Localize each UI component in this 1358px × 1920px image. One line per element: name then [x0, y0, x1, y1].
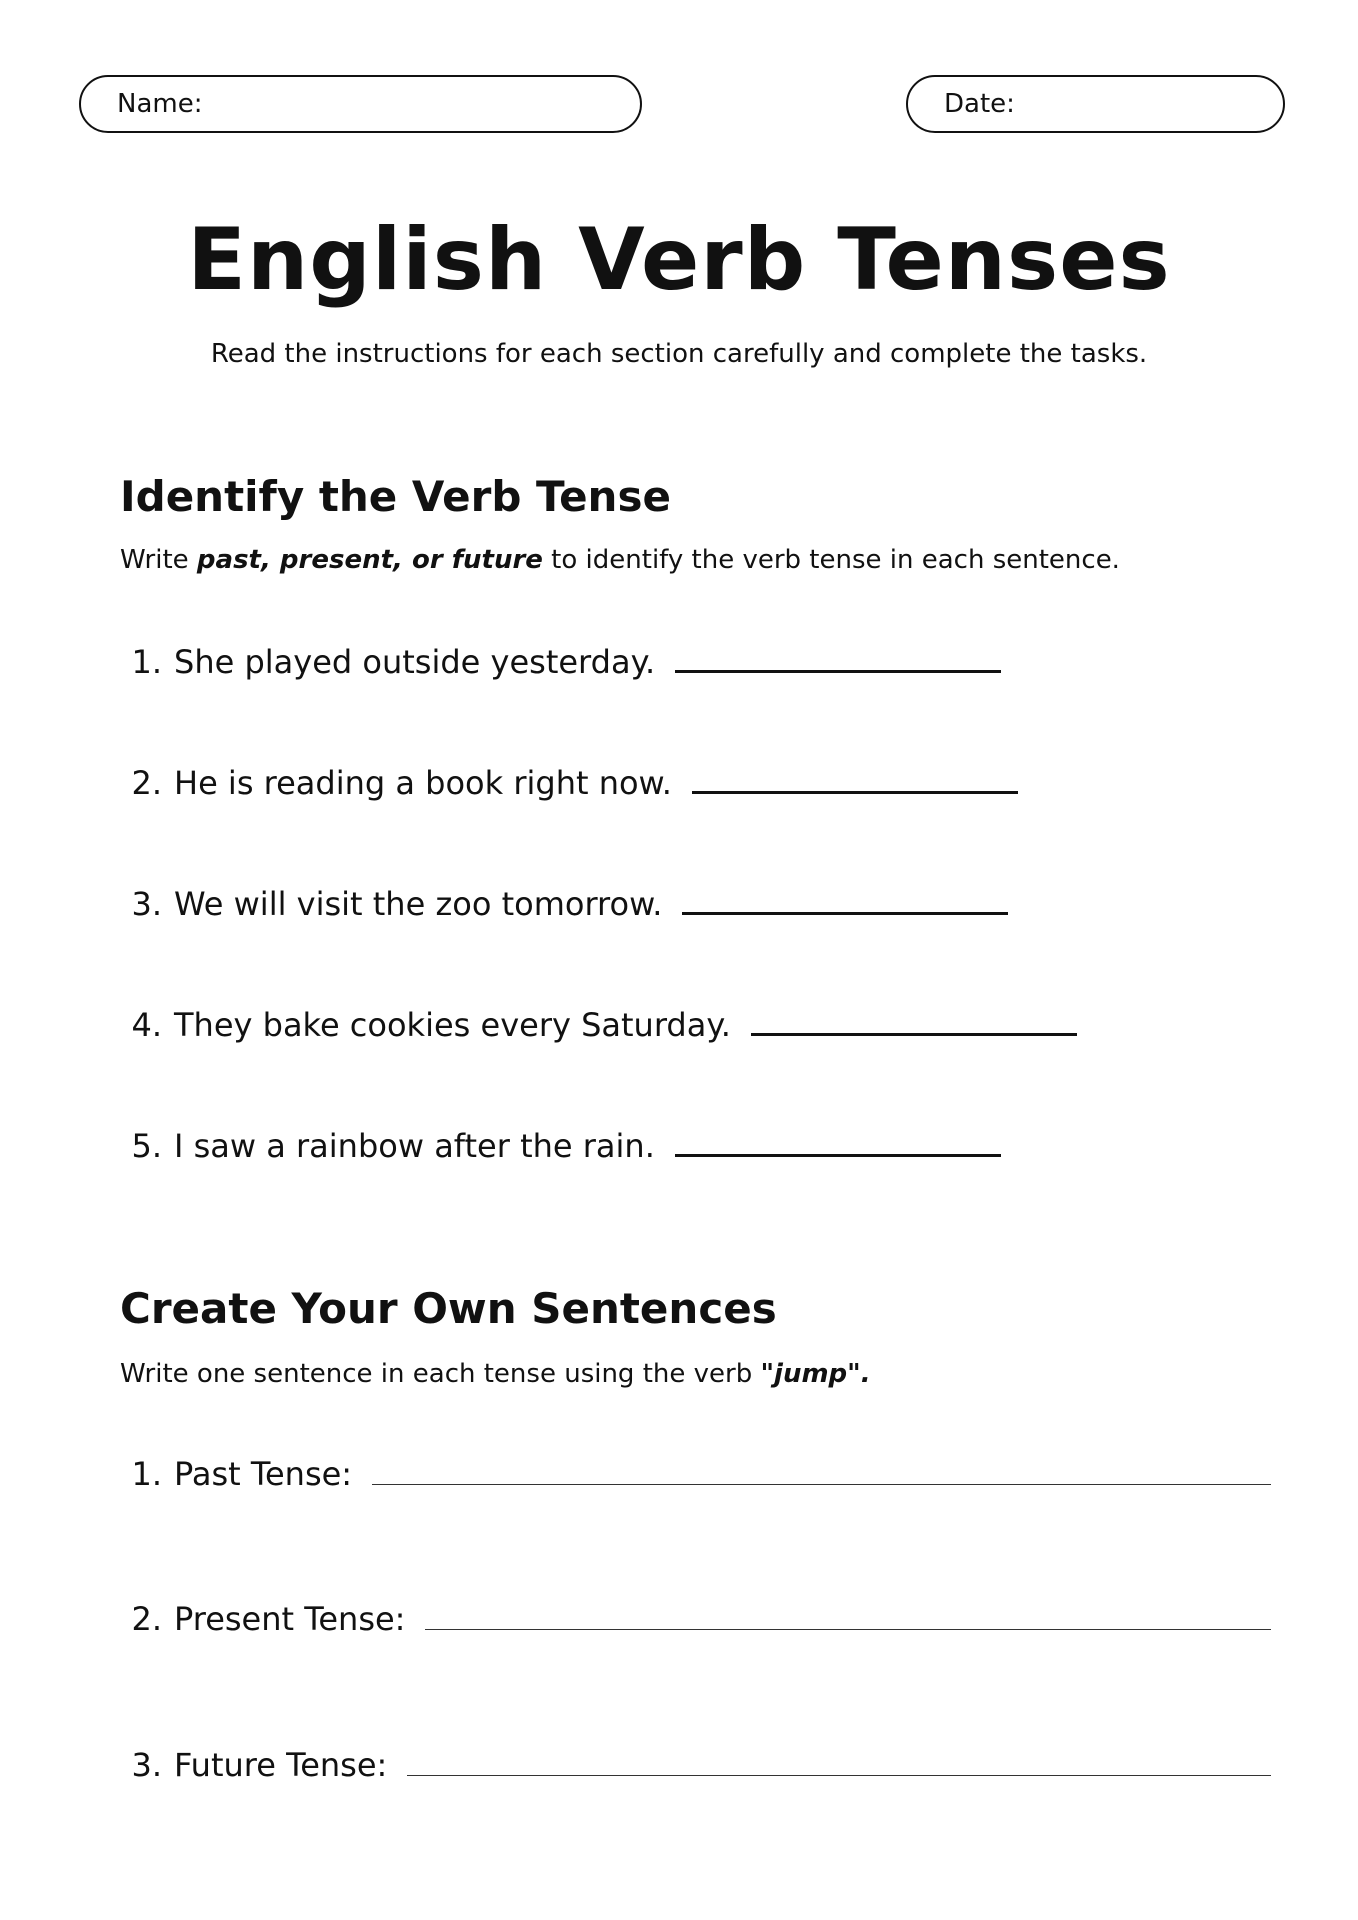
- sentence-number: 2.: [131, 1600, 162, 1638]
- name-label: Name:: [117, 89, 203, 119]
- question-row-3: [120, 882, 1008, 926]
- question-number: 1.: [131, 643, 162, 681]
- answer-blank[interactable]: [675, 644, 1001, 673]
- section1-instruction-bold: past, present, or future: [196, 545, 543, 575]
- sentence-answer-line[interactable]: [407, 1751, 1271, 1776]
- section1-instruction: [120, 542, 1120, 578]
- question-text: I saw a rainbow after the rain.: [174, 1127, 655, 1165]
- date-label: Date:: [944, 89, 1015, 119]
- answer-blank[interactable]: [675, 1128, 1001, 1157]
- section2-heading: Create Your Own Sentences: [120, 1284, 777, 1333]
- section1-heading: Identify the Verb Tense: [120, 472, 671, 521]
- answer-blank[interactable]: [692, 765, 1018, 794]
- section1-instruction-pre: Write: [120, 545, 197, 575]
- question-number: 4.: [131, 1006, 162, 1044]
- sentence-row-1: [120, 1452, 1271, 1496]
- question-row-4: [120, 1003, 1077, 1047]
- question-row-2: [120, 761, 1018, 805]
- answer-blank[interactable]: [682, 886, 1008, 915]
- page-title: English Verb Tenses: [187, 210, 1171, 310]
- answer-blank[interactable]: [751, 1007, 1077, 1036]
- section2-instruction-pre: Write one sentence in each tense using the verb: [120, 1359, 761, 1389]
- sentence-row-2: [120, 1597, 1271, 1641]
- question-number: 5.: [131, 1127, 162, 1165]
- sentence-label: Future Tense:: [174, 1746, 388, 1784]
- question-number: 3.: [131, 885, 162, 923]
- sentence-answer-line[interactable]: [425, 1605, 1271, 1630]
- sentence-number: 1.: [131, 1455, 162, 1493]
- page-subtitle: Read the instructions for each section carefully and complete the tasks.: [210, 339, 1148, 369]
- sentence-row-3: [120, 1743, 1271, 1787]
- question-text: We will visit the zoo tomorrow.: [174, 885, 663, 923]
- question-row-1: [120, 640, 1001, 684]
- question-text: They bake cookies every Saturday.: [174, 1006, 731, 1044]
- section2-instruction-bold: "jump".: [760, 1359, 871, 1389]
- name-field[interactable]: [79, 75, 642, 133]
- date-field[interactable]: [906, 75, 1285, 133]
- sentence-label: Past Tense:: [174, 1455, 353, 1493]
- section1-instruction-post: to identify the verb tense in each sentence.: [542, 545, 1120, 575]
- sentence-number: 3.: [131, 1746, 162, 1784]
- question-text: He is reading a book right now.: [174, 764, 672, 802]
- sentence-answer-line[interactable]: [372, 1460, 1271, 1485]
- question-row-5: [120, 1124, 1001, 1168]
- sentence-label: Present Tense:: [174, 1600, 406, 1638]
- section2-instruction: [120, 1356, 871, 1392]
- question-text: She played outside yesterday.: [174, 643, 656, 681]
- question-number: 2.: [131, 764, 162, 802]
